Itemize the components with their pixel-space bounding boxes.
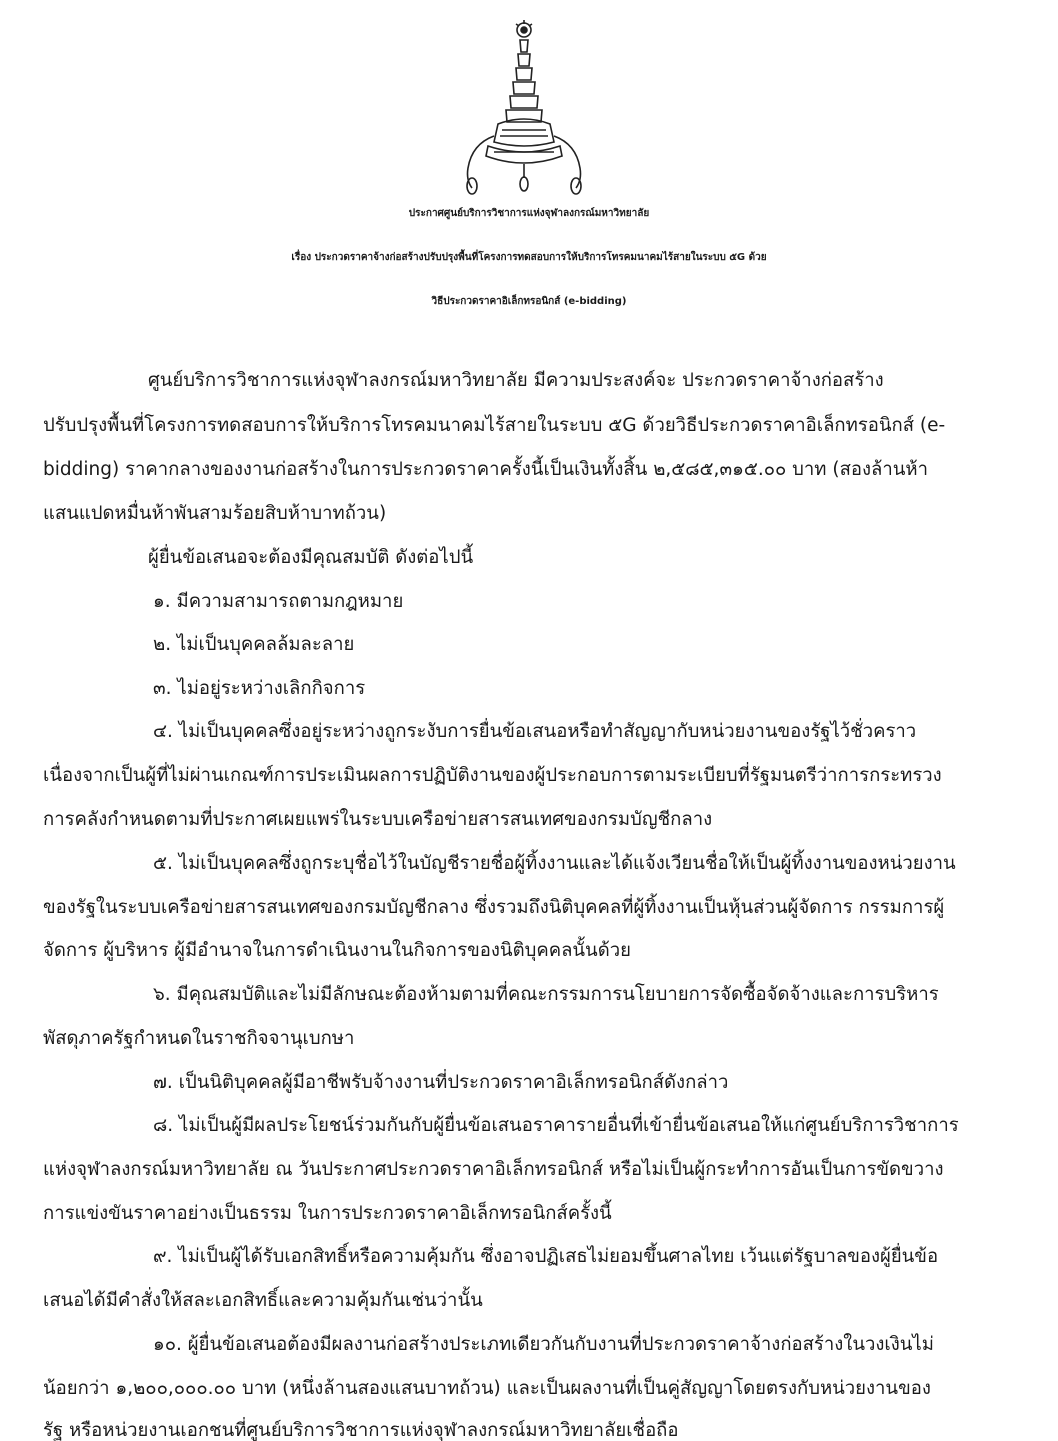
qualification-item-4-line-1: ๔. ไม่เป็นบุคคลซึ่งอยู่ระหว่างถูกระงับการยื่นข้อเสนอหรือทำสัญญากับหน่วยงานของรัฐไว้ชั่วคราว	[153, 721, 917, 742]
qualification-item-10-line-1: ๑๐. ผู้ยื่นข้อเสนอต้องมีผลงานก่อสร้างประเภทเดียวกันกับงานที่ประกวดราคาจ้างก่อสร้างในวงเงินไม่	[153, 1334, 934, 1355]
qualification-item-8-line-3: การแข่งขันราคาอย่างเป็นธรรม ในการประกวดราคาอิเล็กทรอนิกส์ครั้งนี้	[43, 1203, 612, 1224]
qualification-item-10-line-3: รัฐ หรือหน่วยงานเอกชนที่ศูนย์บริการวิชาการแห่งจุฬาลงกรณ์มหาวิทยาลัยเชื่อถือ	[43, 1420, 679, 1441]
qualification-item-9-line-1: ๙. ไม่เป็นผู้ได้รับเอกสิทธิ์หรือความคุ้มกัน ซึ่งอาจปฏิเสธไม่ยอมขึ้นศาลไทย เว้นแต่รัฐบาลของผู้ยื่นข้อ	[153, 1246, 939, 1267]
qualification-item-7: ๗. เป็นนิติบุคคลผู้มีอาชีพรับจ้างงานที่ประกวดราคาอิเล็กทรอนิกส์ดังกล่าว	[153, 1072, 729, 1093]
qualification-item-1: ๑. มีความสามารถตามกฎหมาย	[153, 591, 404, 612]
qualification-item-3: ๓. ไม่อยู่ระหว่างเลิกกิจการ	[153, 678, 366, 699]
qualifications-heading: ผู้ยื่นข้อเสนอจะต้องมีคุณสมบัติ ดังต่อไปนี้	[148, 547, 474, 568]
qualification-item-10-line-2: น้อยกว่า ๑,๒๐๐,๐๐๐.๐๐ บาท (หนึ่งล้านสองแสนบาทถ้วน) และเป็นผลงานที่เป็นคู่สัญญาโดยตรงกับหน่วยงานของ	[43, 1378, 931, 1399]
qualification-item-4-line-3: การคลังกำหนดตามที่ประกาศเผยแพร่ในระบบเครือข่ายสารสนเทศของกรมบัญชีกลาง	[43, 809, 713, 830]
qualification-item-8-line-1: ๘. ไม่เป็นผู้มีผลประโยชน์ร่วมกันกับผู้ยื่นข้อเสนอราคารายอื่นที่เข้ายื่นข้อเสนอให้แก่ศูนย์บริการวิชาการ	[153, 1115, 959, 1136]
qualification-item-2: ๒. ไม่เป็นบุคคลล้มละลาย	[153, 634, 355, 655]
intro-line-2: ปรับปรุงพื้นที่โครงการทดสอบการให้บริการโทรคมนาคมไร้สายในระบบ ๕G ด้วยวิธีประกวดราคาอิเล็กทรอนิกส์ (e-	[43, 415, 946, 436]
intro-line-4: แสนแปดหมื่นห้าพันสามร้อยสิบห้าบาทถ้วน)	[43, 503, 387, 524]
intro-line-3: bidding) ราคากลางของงานก่อสร้างในการประกวดราคาครั้งนี้เป็นเงินทั้งสิ้น ๒,๕๘๕,๓๑๕.๐๐ บาท (สองล้านห้า	[43, 459, 928, 480]
qualification-item-6-line-2: พัสดุภาครัฐกำหนดในราชกิจจานุเบกษา	[43, 1028, 355, 1049]
announcement-subject-line-2: วิธีประกวดราคาอิเล็กทรอนิกส์ (e-bidding)	[431, 296, 627, 307]
announcement-subject-line-1: เรื่อง ประกวดราคาจ้างก่อสร้างปรับปรุงพื้นที่โครงการทดสอบการให้บริการโทรคมนาคมไร้สายในระบบ ๕G ด้วย	[291, 252, 767, 263]
qualification-item-8-line-2: แห่งจุฬาลงกรณ์มหาวิทยาลัย ณ วันประกาศประกวดราคาอิเล็กทรอนิกส์ หรือไม่เป็นผู้กระทำการอันเป็นการขัดขวาง	[43, 1159, 944, 1180]
qualification-item-9-line-2: เสนอได้มีคำสั่งให้สละเอกสิทธิ์และความคุ้มกันเช่นว่านั้น	[43, 1290, 483, 1311]
chulalongkorn-emblem-icon	[458, 18, 590, 198]
qualification-item-6-line-1: ๖. มีคุณสมบัติและไม่มีลักษณะต้องห้ามตามที่คณะกรรมการนโยบายการจัดซื้อจัดจ้างและการบริหาร	[153, 984, 939, 1005]
qualification-item-4-line-2: เนื่องจากเป็นผู้ที่ไม่ผ่านเกณฑ์การประเมินผลการปฏิบัติงานของผู้ประกอบการตามระเบียบที่รัฐมนตรีว่าการกระทรวง	[43, 765, 942, 786]
qualification-item-5-line-3: จัดการ ผู้บริหาร ผู้มีอำนาจในการดำเนินงานในกิจการของนิติบุคคลนั้นด้วย	[43, 940, 631, 961]
intro-line-1: ศูนย์บริการวิชาการแห่งจุฬาลงกรณ์มหาวิทยาลัย มีความประสงค์จะ ประกวดราคาจ้างก่อสร้าง	[148, 370, 884, 391]
qualification-item-5-line-2: ของรัฐในระบบเครือข่ายสารสนเทศของกรมบัญชีกลาง ซึ่งรวมถึงนิติบุคคลที่ผู้ทิ้งงานเป็นหุ้นส่วนผู้จัดการ กรรมการผู้	[43, 897, 945, 918]
announcement-title: ประกาศศูนย์บริการวิชาการแห่งจุฬาลงกรณ์มหาวิทยาลัย	[408, 208, 650, 219]
qualification-item-5-line-1: ๕. ไม่เป็นบุคคลซึ่งถูกระบุชื่อไว้ในบัญชีรายชื่อผู้ทิ้งงานและได้แจ้งเวียนชื่อให้เป็นผู้ทิ้งงานของหน่วยงาน	[153, 853, 956, 874]
